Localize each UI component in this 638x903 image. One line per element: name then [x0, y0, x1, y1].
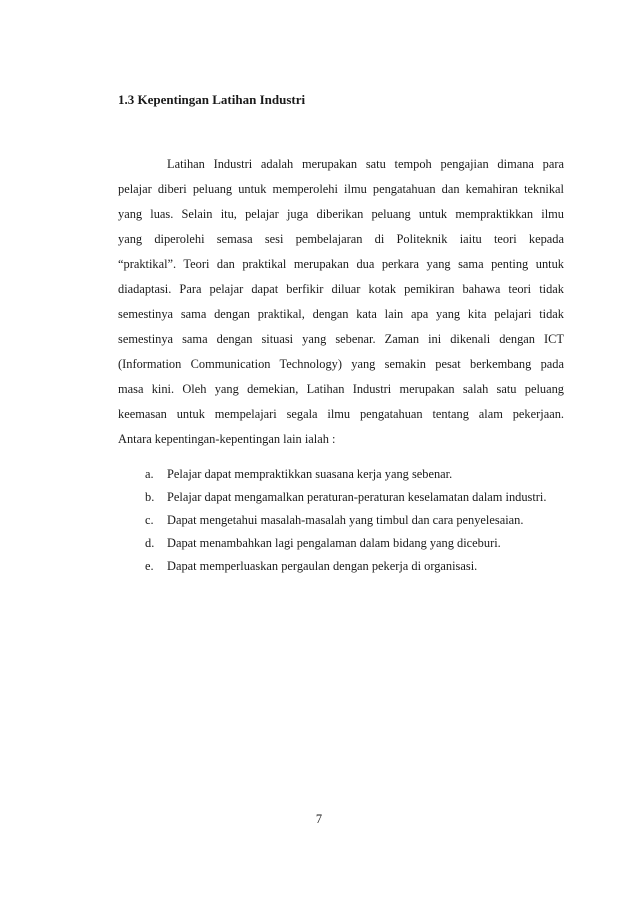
paragraph-line: Latihan Industri adalah merupakan satu tempoh pengajian dimana para	[167, 157, 564, 171]
list-item	[145, 535, 501, 551]
paragraph-line: Antara kepentingan-kepentingan lain ialah :	[118, 432, 336, 446]
paragraph-line: (Information Communication Technology) yang semakin pesat berkembang pada	[118, 357, 564, 371]
list-marker: b.	[145, 490, 155, 504]
list-item-text: Pelajar dapat mempraktikkan suasana kerja yang sebenar.	[167, 467, 453, 481]
paragraph-line: masa kini. Oleh yang demekian, Latihan Industri merupakan salah satu peluang	[118, 382, 564, 396]
list-marker: c.	[145, 513, 154, 527]
paragraph-line: “praktikal”. Teori dan praktikal merupakan dua perkara yang sama penting untuk	[118, 257, 564, 271]
section-heading: 1.3 Kepentingan Latihan Industri	[118, 92, 306, 107]
list-item-text: Dapat memperluaskan pergaulan dengan pekerja di organisasi.	[167, 559, 478, 573]
list-item	[145, 489, 546, 505]
list-item	[145, 512, 523, 528]
paragraph-line: semestinya sama dengan situasi yang sebenar. Zaman ini dikenali dengan ICT	[118, 332, 564, 346]
list-item-text: Dapat mengetahui masalah-masalah yang timbul dan cara penyelesaian.	[167, 513, 524, 527]
paragraph-line: keemasan untuk mempelajari segala ilmu pengatahuan tentang alam pekerjaan.	[118, 407, 564, 421]
paragraph-line: semestinya sama dengan praktikal, dengan kata lain apa yang kita pelajari tidak	[118, 307, 564, 321]
list-marker: a.	[145, 467, 154, 481]
paragraph-line: diadaptasi. Para pelajar dapat berfikir diluar kotak pemikiran bahawa teori tidak	[118, 282, 564, 296]
list-item	[145, 558, 477, 574]
list-item	[145, 466, 452, 482]
list-item-text: Dapat menambahkan lagi pengalaman dalam bidang yang diceburi.	[167, 536, 501, 550]
page-number: 7	[315, 812, 323, 826]
paragraph-line: yang luas. Selain itu, pelajar juga diberikan peluang untuk mempraktikkan ilmu	[118, 207, 564, 221]
list-marker: d.	[145, 536, 155, 550]
list-marker: e.	[145, 559, 154, 573]
paragraph-line: pelajar diberi peluang untuk memperolehi ilmu pengatahuan dan kemahiran teknikal	[118, 182, 564, 196]
list-item-text: Pelajar dapat mengamalkan peraturan-peraturan keselamatan dalam industri.	[167, 490, 547, 504]
paragraph-line: yang diperolehi semasa sesi pembelajaran di Politeknik iaitu teori kepada	[118, 232, 564, 246]
